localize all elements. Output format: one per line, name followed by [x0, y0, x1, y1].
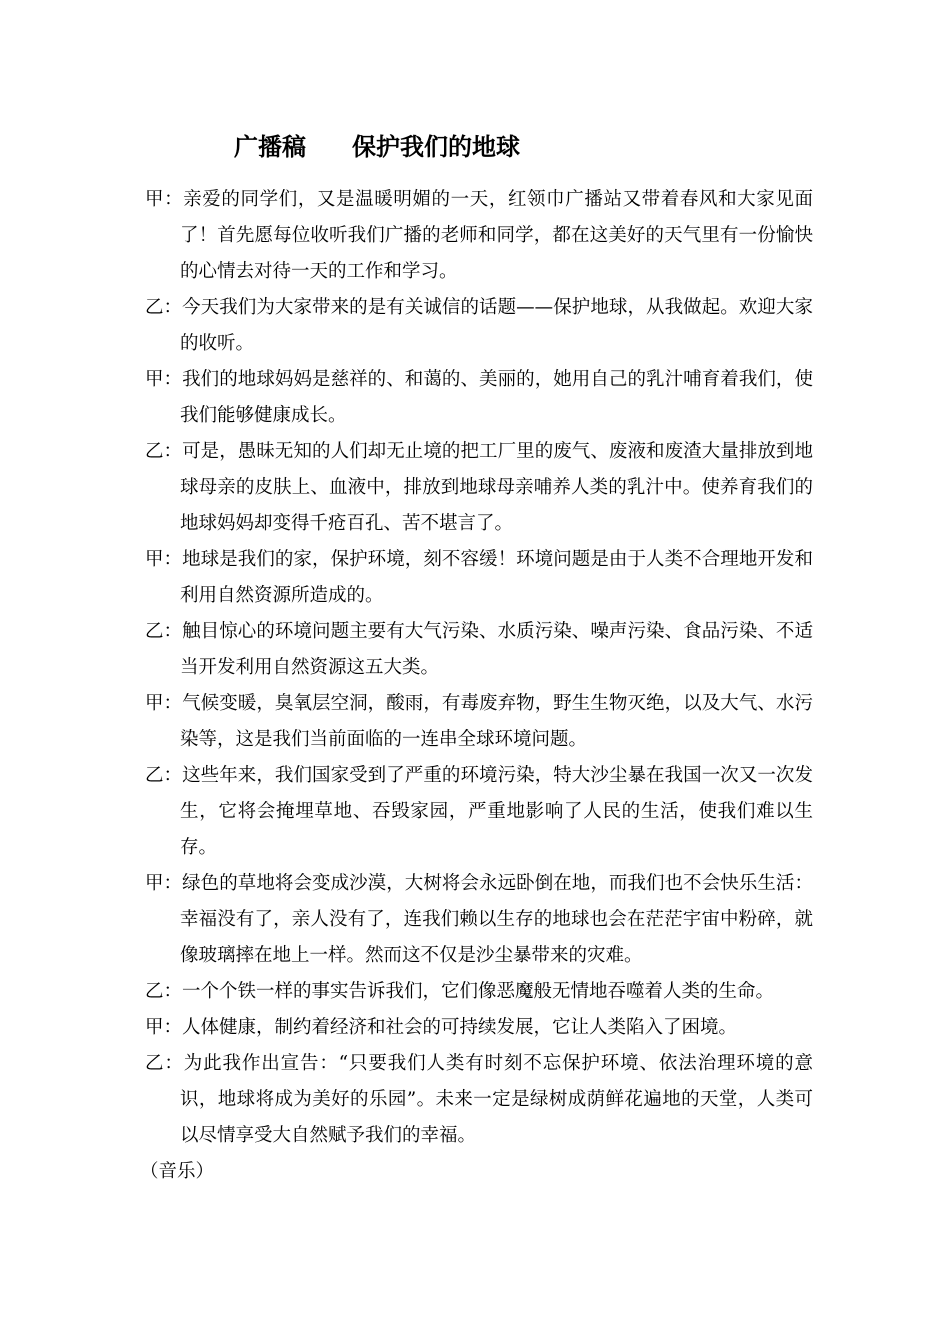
dialogue-paragraph: 乙：为此我作出宣告：“只要我们人类有时刻不忘保护环境、依法治理环境的意识，地球将成为美好的乐园”。未来一定是绿树成荫鲜花遍地的天堂，人类可以尽情享受大自然赋予我们的幸福。 — [145, 1053, 813, 1146]
title-left: 广播稿 — [234, 133, 306, 161]
dialogue-paragraph: 乙：今天我们为大家带来的是有关诚信的话题——保护地球，从我做起。欢迎大家的收听。 — [145, 297, 813, 354]
dialogue-paragraph: 乙：触目惊心的环境问题主要有大气污染、水质污染、噪声污染、食品污染、不适当开发利用自然资源这五大类。 — [145, 621, 813, 678]
dialogue-paragraph: 甲：我们的地球妈妈是慈祥的、和蔼的、美丽的，她用自己的乳汁哺育着我们，使我们能够健康成长。 — [145, 369, 813, 426]
dialogue-paragraph: 甲：绿色的草地将会变成沙漠，大树将会永远卧倒在地，而我们也不会快乐生活：幸福没有了，亲人没有了，连我们赖以生存的地球也会在茫茫宇宙中粉碎，就像玻璃摔在地上一样。然而这不仅是沙尘暴带来的灾难。 — [145, 873, 813, 966]
dialogue-paragraph: 乙：可是，愚昧无知的人们却无止境的把工厂里的废气、废液和废渣大量排放到地球母亲的皮肤上、血液中，排放到地球母亲哺养人类的乳汁中。使养育我们的地球妈妈却变得千疮百孔、苦不堪言了。 — [145, 441, 813, 534]
document-title — [234, 130, 520, 164]
dialogue-paragraph: 甲：亲爱的同学们，又是温暖明媚的一天，红领巾广播站又带着春风和大家见面了！首先愿每位收听我们广播的老师和同学，都在这美好的天气里有一份愉快的心情去对待一天的工作和学习。 — [145, 189, 813, 282]
dialogue-paragraph: 甲：人体健康，制约着经济和社会的可持续发展，它让人类陷入了困境。 — [145, 1017, 738, 1038]
title-right: 保护我们的地球 — [352, 133, 520, 161]
dialogue-paragraph: 乙：这些年来，我们国家受到了严重的环境污染，特大沙尘暴在我国一次又一次发生，它将会掩埋草地、吞毁家园，严重地影响了人民的生活，使我们难以生存。 — [145, 765, 813, 858]
dialogue-paragraph: 甲：气候变暖，臭氧层空洞，酸雨，有毒废弃物，野生生物灭绝，以及大气、水污染等，这是我们当前面临的一连串全球环境问题。 — [145, 693, 813, 750]
closing-note: （音乐） — [140, 1161, 215, 1182]
document-body — [140, 182, 813, 1190]
dialogue-paragraph: 乙：一个个铁一样的事实告诉我们，它们像恶魔般无情地吞噬着人类的生命。 — [145, 981, 775, 1002]
dialogue-paragraph: 甲：地球是我们的家，保护环境，刻不容缓！环境问题是由于人类不合理地开发和利用自然资源所造成的。 — [145, 549, 813, 606]
